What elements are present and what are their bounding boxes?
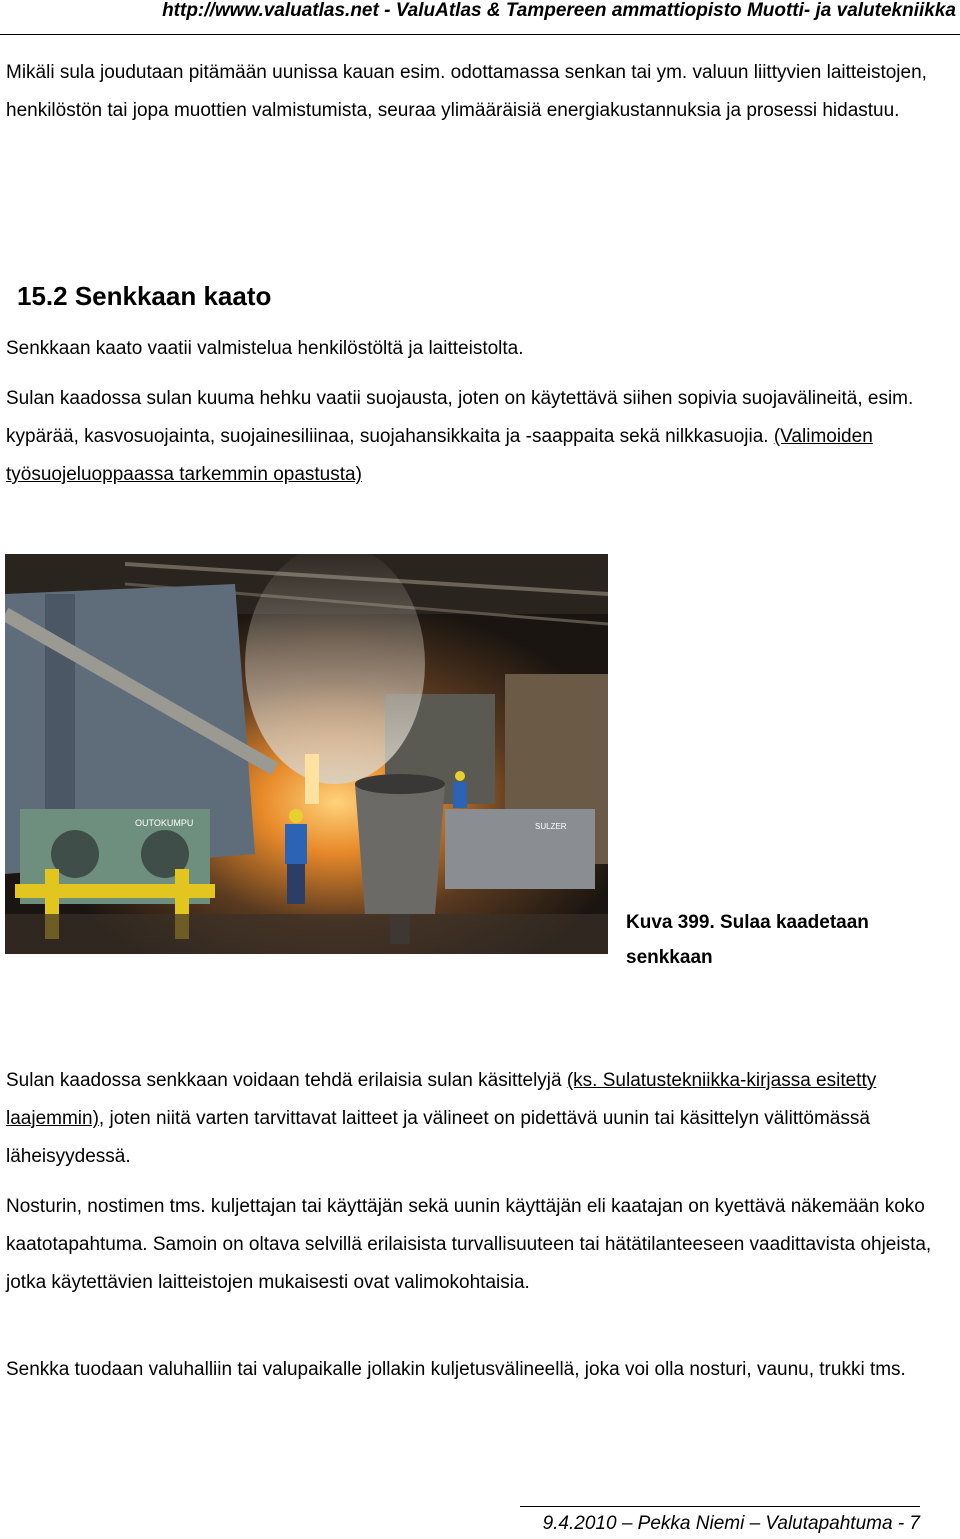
book-reference-link[interactable]: (ks. Sulatustekniikka-kirjassa esitetty laajemmin) xyxy=(6,1070,877,1129)
figure-caption: Kuva 399. Sulaa kaadetaan senkkaan xyxy=(626,912,869,968)
header-text: http://www.valuatlas.net - ValuAtlas & Tampereen ammattiopisto Muotti- ja valutekniikka xyxy=(162,0,956,21)
body-paragraph-3 xyxy=(6,1062,956,1176)
body-paragraph-5: Senkka tuodaan valuhalliin tai valupaikalle jollakin kuljetusvälineellä, joka voi olla nosturi, vaunu, trukki tms. xyxy=(6,1359,906,1380)
section-heading: 15.2 Senkkaan kaato xyxy=(17,281,272,311)
intro-paragraph: Mikäli sula joudutaan pitämään uunissa kauan esim. odottamassa senkan tai ym. valuun liittyvien laitteistojen, henkilöstön tai jopa muottien valmistumista, seuraa ylimääräisiä energiakustannuksia ja prosessi hidastuu. xyxy=(6,62,927,121)
page-footer: 9.4.2010 – Pekka Niemi – Valutapahtuma - 7 xyxy=(542,1513,920,1534)
machine-label: OUTOKUMPU xyxy=(135,818,194,828)
section-paragraph-2 xyxy=(6,380,956,494)
crate-label: SULZER xyxy=(535,822,567,831)
p3-end: , joten niitä varten tarvittavat laitteet ja välineet on pidettävä uunin tai käsittelyn välittömässä läheisyydessä. xyxy=(6,1108,870,1167)
footer-divider xyxy=(520,1506,920,1507)
p3-start: Sulan kaadossa senkkaan voidaan tehdä erilaisia sulan käsittelyjä xyxy=(6,1070,567,1091)
ppe-text: Sulan kaadossa sulan kuuma hehku vaatii suojausta, joten on käytettävä siihen sopivia suojavälineitä, esim. kypärää, kasvosuojainta, suojainesiliinaa, suojahansikkaita ja -saappaita sekä nilkkasuojia. xyxy=(6,388,914,447)
foundry-photo xyxy=(5,554,608,954)
section-paragraph-1: Senkkaan kaato vaatii valmistelua henkilöstöltä ja laitteistolta. xyxy=(6,338,524,359)
foundry-illustration xyxy=(5,554,608,954)
safety-guide-link[interactable]: (Valimoiden työsuojeluoppaassa tarkemmin opastusta) xyxy=(6,426,873,485)
page-header xyxy=(0,0,960,35)
body-paragraph-4: Nosturin, nostimen tms. kuljettajan tai käyttäjän sekä uunin käyttäjän eli kaatajan on kyettävä näkemään koko kaatotapahtuma. Samoin on oltava selvillä erilaisista turvallisuuteen tai hätätilanteeseen vaadittavista ohjeista, jotka käytettävien laitteistojen mukaisesti ovat valimokohtaisia. xyxy=(6,1196,932,1293)
